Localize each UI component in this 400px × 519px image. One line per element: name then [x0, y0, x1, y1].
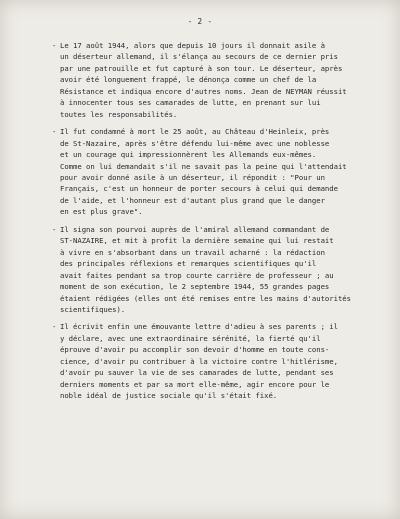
text-line: Il signa son pourvoi auprès de l'amiral allemand commandant de: [60, 224, 330, 234]
paragraph-farewell-letter: [52, 321, 352, 401]
text-line: scientifiques).: [60, 304, 126, 314]
text-line: toutes les responsabilités.: [60, 109, 178, 119]
text-line: éprouve d'avoir pu accomplir son devoir d'homme en toute cons-: [60, 345, 330, 355]
text-line: en est plus grave".: [60, 207, 143, 217]
page-number: - 2 -: [187, 17, 213, 26]
text-line: à vivre en s'absorbant dans un travail acharné : la rédaction: [60, 247, 325, 257]
paragraph-condemnation: [52, 126, 352, 218]
text-line: à innocenter tous ses camarades de lutte, en prenant sur lui: [60, 98, 321, 108]
text-line: étaient rédigées (elles ont été remises entre les mains d'autorités: [60, 293, 351, 303]
paragraph-capture: [52, 40, 352, 120]
text-line: d'avoir pu sauver la vie de ses camarades de lutte, pendant ses: [60, 368, 334, 378]
text-line: Comme on lui demandait s'il ne savait pas la peine qui l'attendait: [60, 161, 347, 171]
text-line: et un courage qui impressionnèrent les Allemands eux-mêmes.: [60, 150, 317, 160]
text-line: pour avoir donné asile à un déserteur, il répondit : "Pour un: [60, 172, 325, 182]
text-line: Il écrivit enfin une émouvante lettre d'adieu à ses parents ; il: [60, 322, 338, 332]
text-line: de St-Nazaire, après s'être défendu lui-même avec une noblesse: [60, 138, 330, 148]
text-line: Résistance et indiqua encore d'autres noms. Jean de NEYMAN réussit: [60, 86, 347, 96]
text-line: de l'aide, et l'honneur est d'autant plus grand que le danger: [60, 195, 325, 205]
text-line: moment de son exécution, le 2 septembre 1944, 55 grandes pages: [60, 282, 330, 292]
text-line: cience, d'avoir pu contribuer à la victoire contre l'hitlérisme,: [60, 356, 338, 366]
bullet-dash: -: [52, 127, 57, 137]
text-line: des principales réflexions et remarques scientifiques qu'il: [60, 259, 317, 269]
text-line: Le 17 août 1944, alors que depuis 10 jours il donnait asile à: [60, 41, 325, 50]
text-line: noble idéal de justice sociale qu'il s'était fixé.: [60, 391, 278, 401]
bullet-dash: -: [52, 41, 57, 50]
text-line: par une patrouille et fut capturé à son tour. Le déserteur, après: [60, 63, 343, 73]
text-line: Il fut condamné à mort le 25 août, au Château d'Heinleix, près: [60, 127, 330, 137]
bullet-dash: -: [52, 224, 57, 234]
text-line: avait faites pendant sa trop courte carrière de professeur ; au: [60, 270, 334, 280]
text-line: y déclare, avec une extraordinaire sérénité, la fierté qu'il: [60, 333, 321, 343]
paragraph-appeal: [52, 224, 352, 316]
document-body: [52, 40, 352, 408]
text-line: derniers moments et par sa mort elle-même, agir encore pour le: [60, 379, 330, 389]
text-line: un déserteur allemand, il s'élança au secours de ce dernier pris: [60, 52, 338, 62]
bullet-dash: -: [52, 322, 57, 332]
text-line: avoir été longuement frappé, le dénonça comme un chef de la: [60, 75, 317, 85]
text-line: Français, c'est un honneur de porter secours à celui qui demande: [60, 184, 338, 194]
text-line: ST-NAZAIRE, et mit à profit la dernière semaine qui lui restait: [60, 236, 334, 246]
